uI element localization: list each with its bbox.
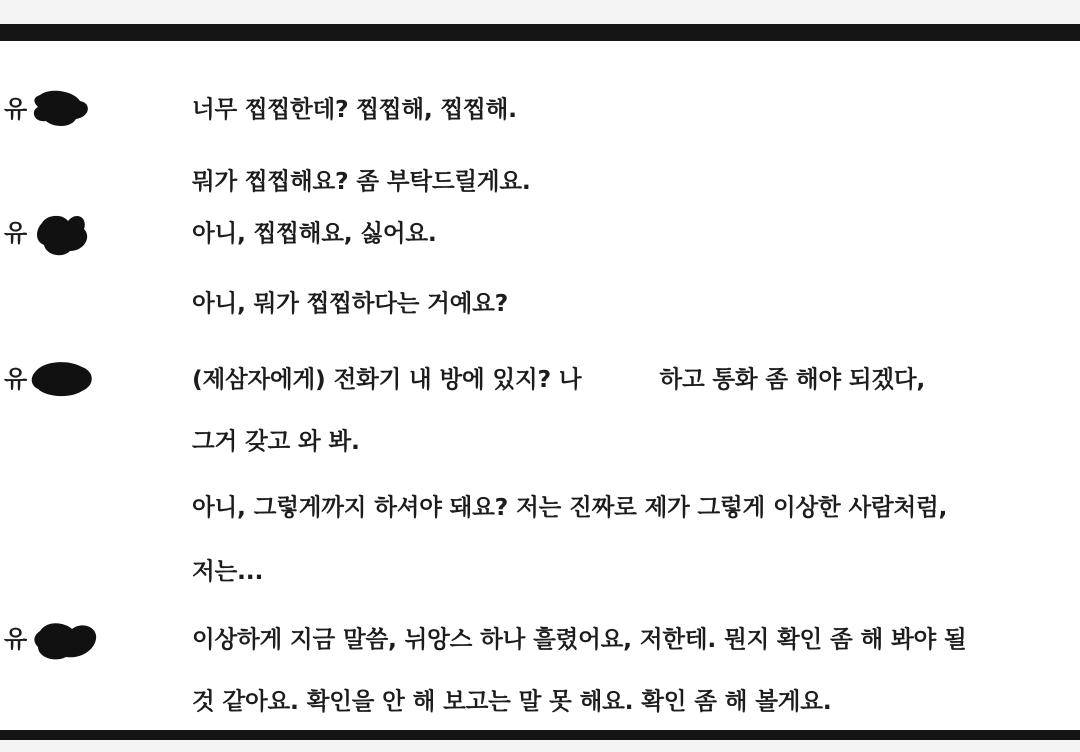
dialogue-segment: (제삼자에게) 전화기 내 방에 있지? 나 <box>192 365 582 393</box>
speaker-initial: 유 <box>4 95 28 123</box>
dialogue-line: 아니, 찝찝해요, 싫어요. <box>192 219 437 247</box>
speaker-initial: 유 <box>4 219 28 247</box>
speaker-tag <box>4 619 114 659</box>
top-border-bar <box>0 24 1080 41</box>
speaker-tag <box>4 213 114 253</box>
dialogue-line: 그거 갖고 와 봐. <box>192 427 360 455</box>
redaction-scribble-icon <box>26 619 102 663</box>
dialogue-line: 아니, 그렇게까지 하셔야 돼요? 저는 진짜로 제가 그렇게 이상한 사람처럼, <box>192 493 948 521</box>
redaction-scribble-icon <box>26 213 98 257</box>
redaction-scribble-icon <box>26 359 98 399</box>
dialogue-line <box>192 359 925 399</box>
bottom-border-bar <box>0 730 1080 740</box>
transcript-sheet <box>0 41 1080 730</box>
dialogue-line: 뭐가 찝찝해요? 좀 부탁드릴게요. <box>192 167 531 195</box>
dialogue-line: 저는... <box>192 557 264 585</box>
dialogue-line: 것 같아요. 확인을 안 해 보고는 말 못 해요. 확인 좀 해 볼게요. <box>192 687 832 715</box>
speaker-tag <box>4 89 114 129</box>
speaker-initial: 유 <box>4 625 28 653</box>
speaker-initial: 유 <box>4 365 28 393</box>
dialogue-line: 아니, 뭐가 찝찝하다는 거예요? <box>192 289 509 317</box>
dialogue-segment: 하고 통화 좀 해야 되겠다, <box>659 365 926 393</box>
redaction-scribble-icon <box>26 89 98 129</box>
dialogue-line: 너무 찝찝한데? 찝찝해, 찝찝해. <box>192 95 517 123</box>
speaker-tag <box>4 359 114 399</box>
dialogue-line: 이상하게 지금 말씀, 뉘앙스 하나 흘렸어요, 저한테. 뭔지 확인 좀 해 봐야 될 <box>192 625 967 653</box>
